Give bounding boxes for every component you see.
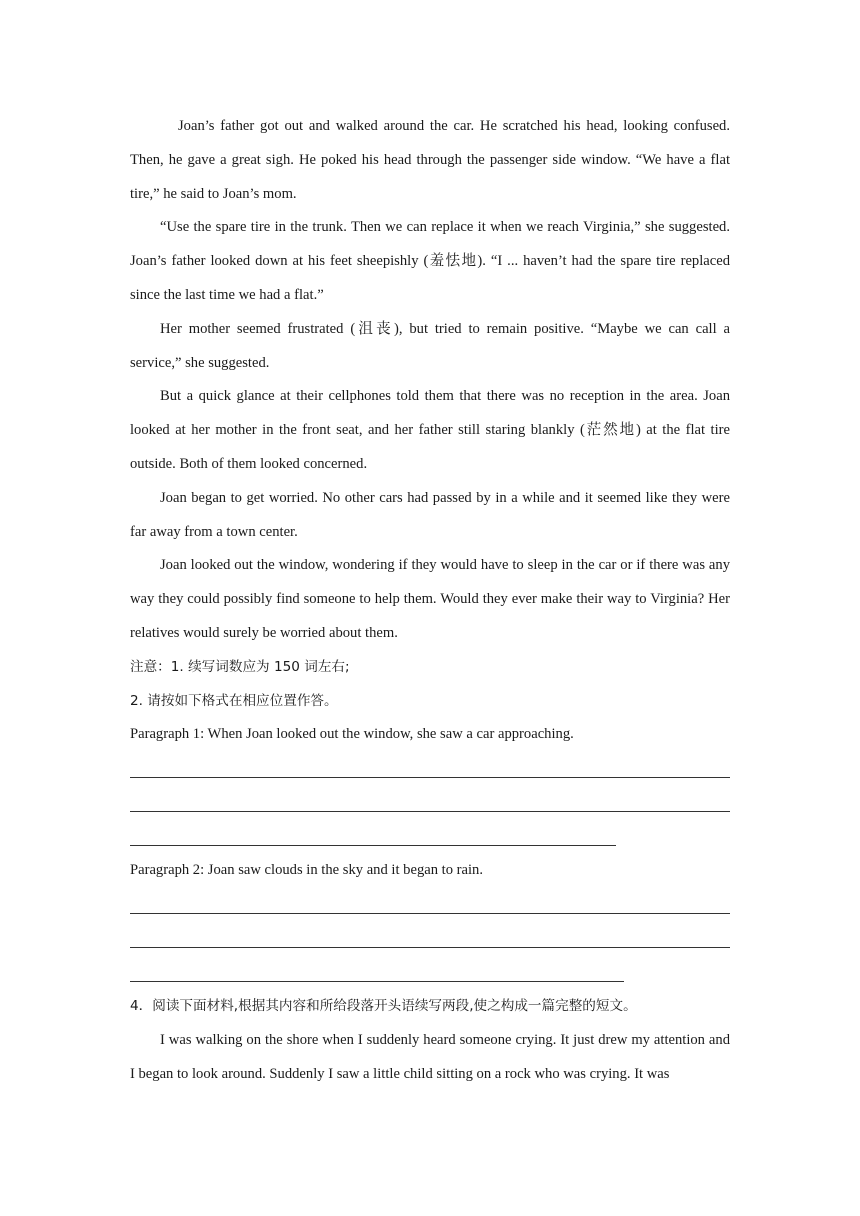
story-paragraph: “Use the spare tire in the trunk. Then we can replace it when we reach Virginia,” she suggested. Joan’s father looked down at his feet sheepishly (羞怯地). “I ... haven’t had the spare tire replaced since the last time we had a flat.”: [130, 219, 730, 303]
document-page: [130, 110, 730, 1091]
answer-line[interactable]: [130, 888, 730, 922]
paragraph1-prompt: Paragraph 1: When Joan looked out the window, she saw a car approaching.: [130, 726, 574, 743]
story-paragraph: Joan’s father got out and walked around the car. He scratched his head, looking confused. Then, he gave a great sigh. He poked his head through the passenger side window. “We have a flat tire,” he said to Joan’s mom.: [130, 118, 730, 202]
story-paragraph: But a quick glance at their cellphones told them that there was no reception in the area. Joan looked at her mother in the front seat, and her father still staring blankly (茫然地) at the flat tire outside. Both of them looked concerned.: [130, 388, 730, 472]
question-4-text: I was walking on the shore when I suddenly heard someone crying. It just drew my attention and I began to look around. Suddenly I saw a little child sitting on a rock who was crying. It was: [130, 1031, 730, 1082]
answer-line[interactable]: [130, 786, 730, 820]
answer-line[interactable]: [130, 956, 730, 990]
answer-line[interactable]: [130, 752, 730, 786]
story-paragraph: Joan looked out the window, wondering if they would have to sleep in the car or if there was any way they could possibly find someone to help them. Would they ever make their way to Virginia? Her relatives would surely be worried about them.: [130, 557, 730, 641]
question-4-heading: 4．阅读下面材料,根据其内容和所给段落开头语续写两段,使之构成一篇完整的短文。: [130, 997, 637, 1014]
story-paragraph: Joan began to get worried. No other cars had passed by in a while and it seemed like they were far away from a town center.: [130, 489, 730, 540]
answer-line[interactable]: [130, 922, 730, 956]
note-word-count: 注意：1. 续写词数应为 150 词左右;: [130, 658, 350, 675]
paragraph2-prompt: Paragraph 2: Joan saw clouds in the sky and it began to rain.: [130, 862, 484, 879]
answer-line[interactable]: [130, 820, 730, 854]
note-format: 2. 请按如下格式在相应位置作答。: [130, 692, 338, 709]
story-paragraph: Her mother seemed frustrated (沮丧), but tried to remain positive. “Maybe we can call a service,” she suggested.: [130, 320, 730, 371]
